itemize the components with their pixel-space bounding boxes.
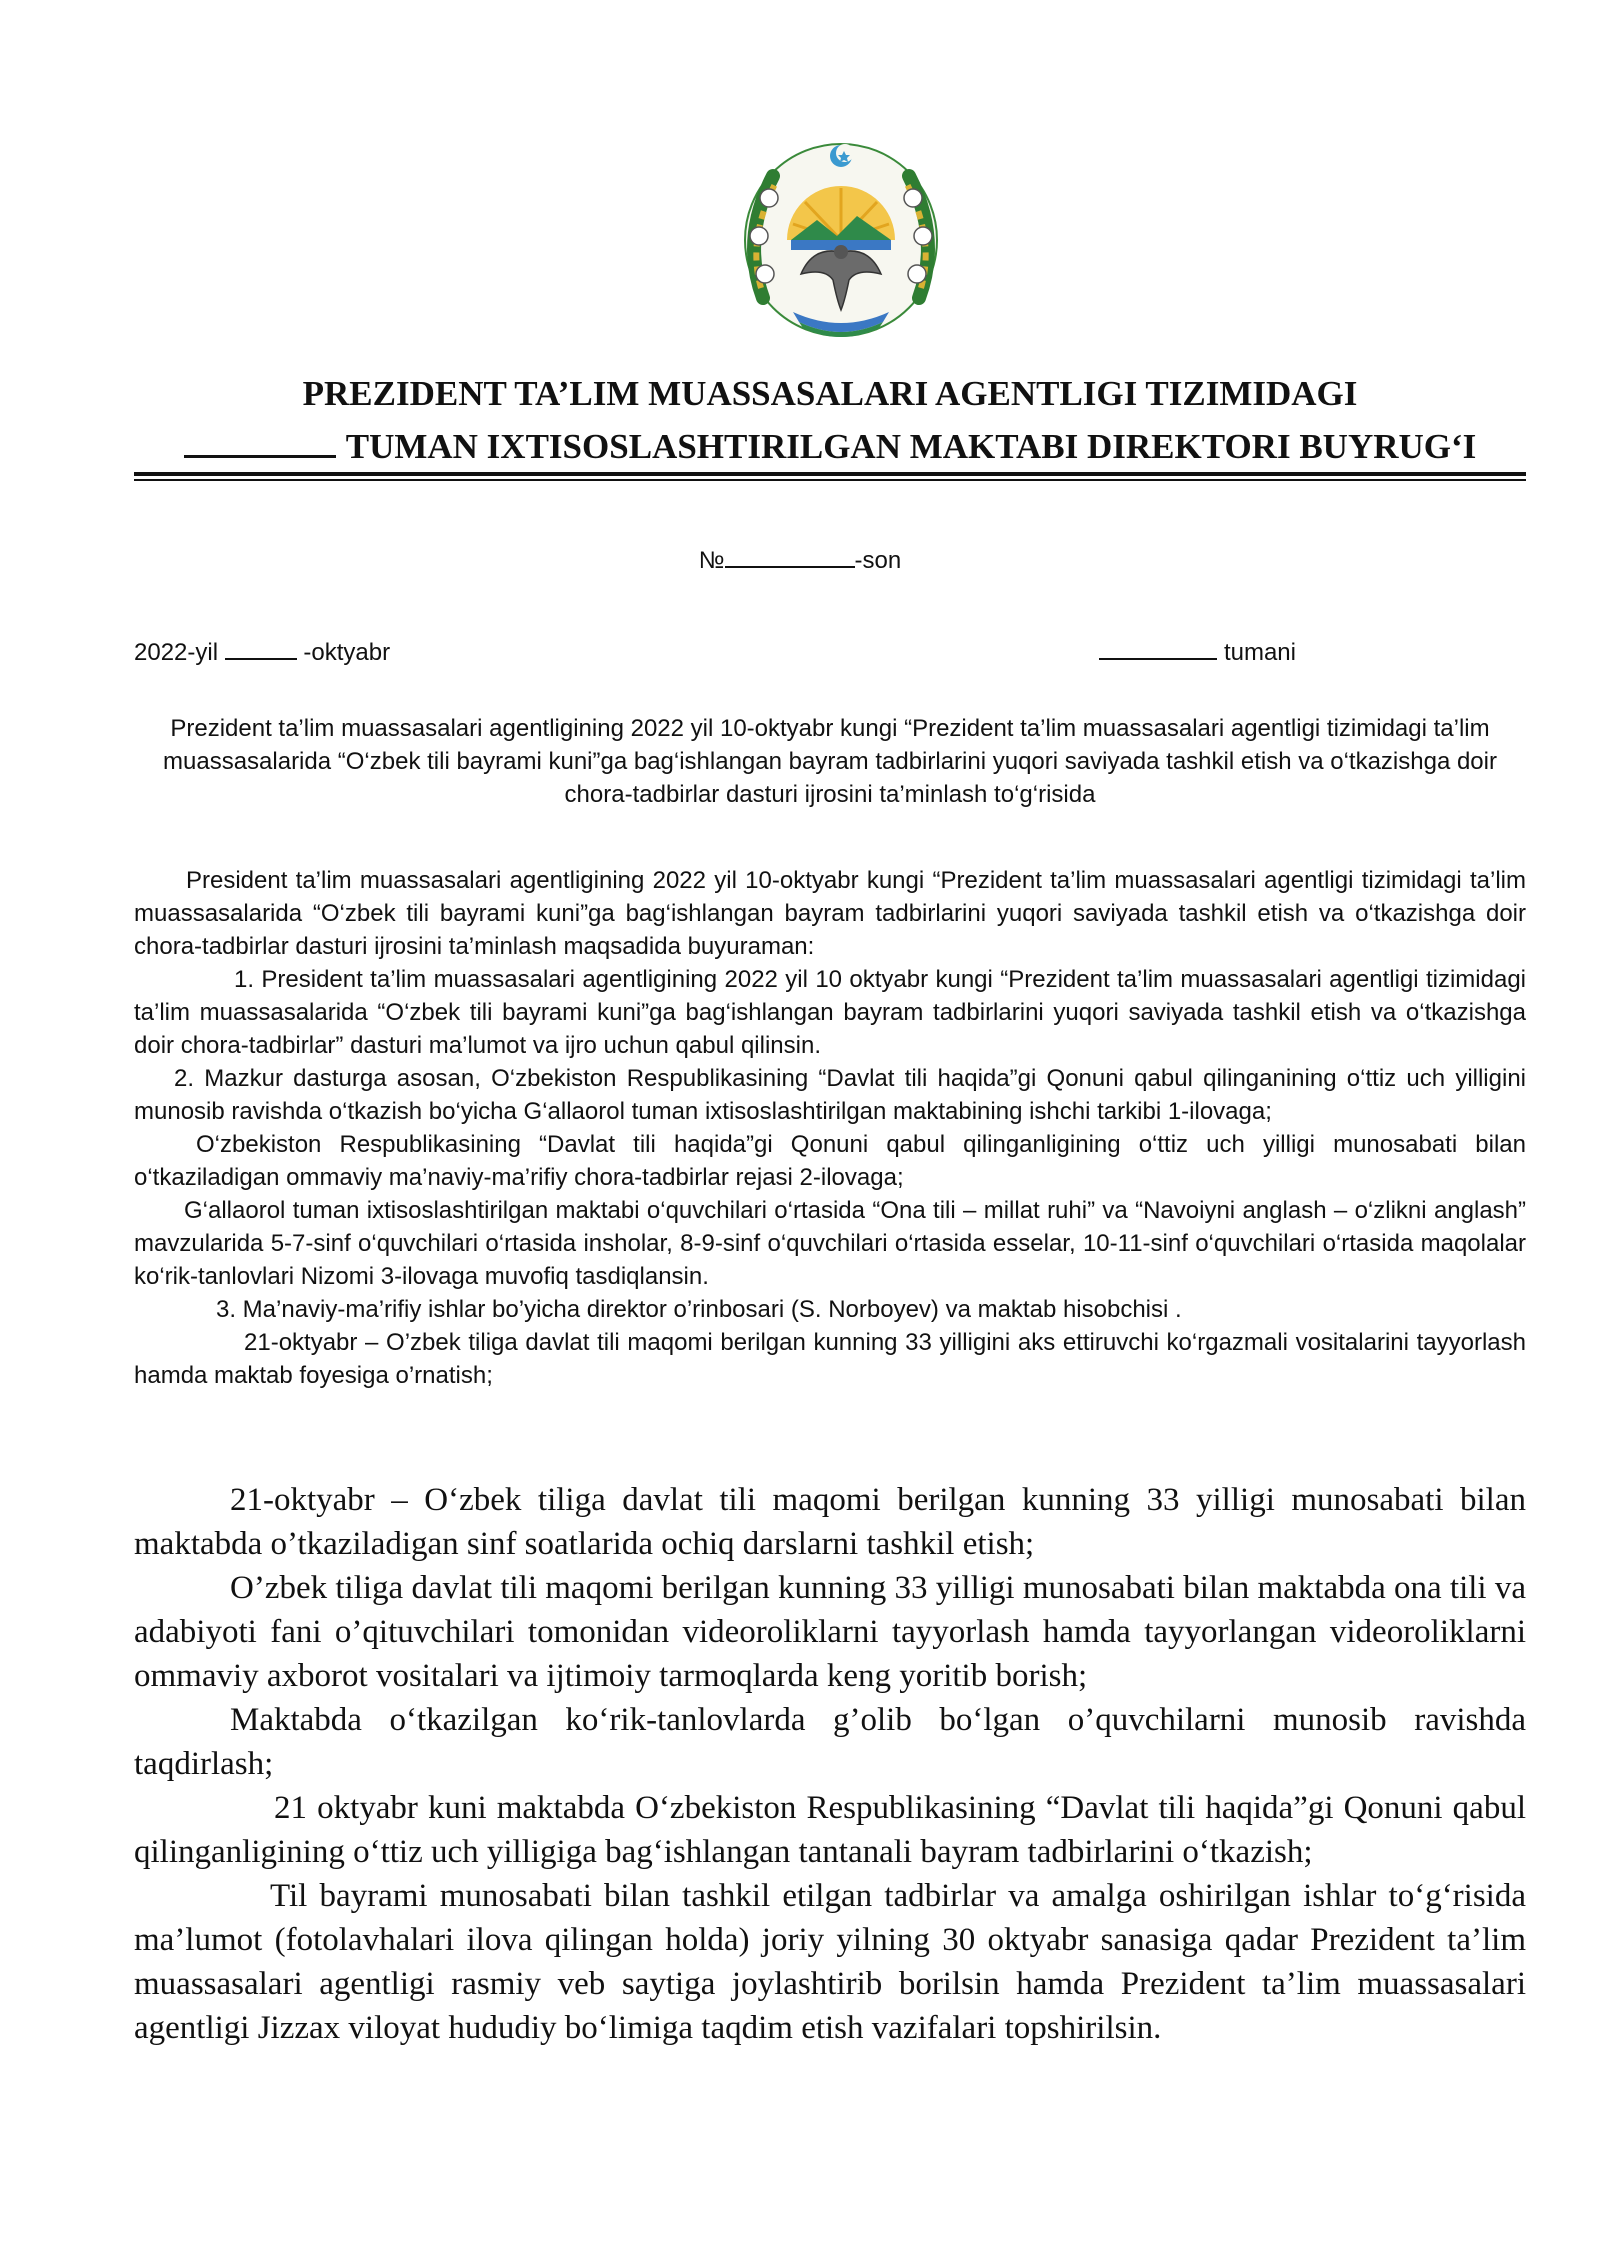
title-rule-thin bbox=[134, 479, 1526, 481]
clause-1: 1. President ta’lim muassasalari agentligining 2022 yil 10 oktyabr kungi “Prezident ta’lim muassasalari agentligi tizimidagi ta’lim muassasalarida “O‘zbek tili bayrami kuni”ga bag‘ishlangan bayram tadbirlarini yuqori saviyada tashkil etish va o‘tkazishga doir chora-tadbirlar” dasturi ma’lumot va ijro uchun qabul qilinsin. bbox=[134, 966, 1526, 1059]
order-number-blank[interactable] bbox=[725, 540, 855, 568]
uzbekistan-state-emblem-icon bbox=[733, 128, 949, 344]
document-title-line2 bbox=[134, 422, 1526, 472]
clause-3-task-5: 21 oktyabr kuni maktabda O‘zbekiston Respublikasining “Davlat tili haqida”gi Qonuni qabul qilinganligining o‘ttiz uch yilligiga bag‘ishlangan tantanali bayram tadbirlarini o‘tkazish; bbox=[134, 1790, 1526, 1870]
clause-2-appendix-3: G‘allaorol tuman ixtisoslashtirilgan maktabi o‘quvchilari o‘rtasida “Ona tili – millat ruhi” va “Navoiyni anglash – o‘zlikni anglash” mavzularida 5-7-sinf o‘quvchilari o‘rtasida insholar, 8-9-sinf o‘quvchilari o‘rtasida esselar, 10-11-sinf o‘quvchilari o‘rtasida maqolalar ko‘rik-tanlovlari Nizomi 3-ilovaga muvofiq tasdiqlansin. bbox=[134, 1197, 1526, 1290]
order-body-sans bbox=[134, 864, 1526, 1392]
clause-3-task-2: 21-oktyabr – O‘zbek tiliga davlat tili maqomi berilgan kunning 33 yilligi munosabati bilan maktabda o’tkaziladigan sinf soatlarida ochiq darslarni tashkil etish; bbox=[134, 1482, 1526, 1562]
order-number-suffix: -son bbox=[854, 547, 902, 574]
order-number bbox=[0, 540, 1600, 577]
order-date-year: 2022-yil bbox=[134, 639, 219, 666]
order-number-prefix: № bbox=[698, 547, 725, 574]
order-body-serif bbox=[134, 1478, 1526, 2050]
district-name-blank[interactable] bbox=[1099, 632, 1217, 660]
title-rule-thick bbox=[134, 472, 1526, 476]
clause-2-appendix-2: O‘zbekiston Respublikasining “Davlat tili haqida”gi Qonuni qabul qilinganligining o‘ttiz uch yilligi munosabati bilan o‘tkaziladigan ommaviy ma’naviy-ma’rifiy chora-tadbirlar rejasi 2-ilovaga; bbox=[134, 1131, 1526, 1191]
order-date bbox=[134, 632, 390, 669]
clause-3-task-1: 21-oktyabr – O’zbek tiliga davlat tili maqomi berilgan kunning 33 yilligini aks ettiruvchi ko‘rgazmali vositalarini tayyorlash hamda maktab foyesiga o’rnatish; bbox=[134, 1329, 1526, 1389]
clause-3-task-3: O’zbek tiliga davlat tili maqomi berilgan kunning 33 yilligi munosabati bilan maktabda ona tili va adabiyoti fani o’qituvchilari tomonidan videoroliklarni tayyorlash hamda tayyorlangan videoroliklarni ommaviy axborot vositalari va ijtimoiy tarmoqlarda keng yoritib borish; bbox=[134, 1570, 1526, 1694]
order-date-month: -oktyabr bbox=[303, 639, 391, 666]
order-subject-caption: Prezident ta’lim muassasalari agentligining 2022 yil 10-oktyabr kungi “Prezident ta’lim muassasalari agentligi tizimidagi ta’lim muassasalarida “O‘zbek tili bayrami kuni”ga bag‘ishlangan bayram tadbirlarini yuqori saviyada tashkil etish va o‘tkazishga doir chora-tadbirlar dasturi ijrosini ta’minlash to‘g‘risida bbox=[163, 715, 1497, 808]
document-title-line2-text: TUMAN IXTISOSLASHTIRILGAN MAKTABI DIREKTORI BUYRUG‘I bbox=[345, 427, 1477, 466]
order-district bbox=[1099, 632, 1296, 669]
district-suffix: tumani bbox=[1223, 639, 1296, 666]
clause-3-task-6: Til bayrami munosabati bilan tashkil etilgan tadbirlar va amalga oshirilgan ishlar to‘g‘risida ma’lumot (fotolavhalari ilova qilingan holda) joriy yilning 30 oktyabr sanasiga qadar Prezident ta’lim muassasalari agentligi rasmiy veb saytiga joylashtirib borilsin hamda Prezident ta’lim muassasalari agentligi Jizzax viloyat hududiy bo‘limiga taqdim etish vazifalari topshirilsin. bbox=[134, 1878, 1526, 2046]
order-day-blank[interactable] bbox=[225, 632, 297, 660]
clause-3: 3. Ma’naviy-ma’rifiy ishlar bo’yicha direktor o’rinbosari (S. Norboyev) va maktab hisobchisi . bbox=[216, 1296, 1182, 1323]
clause-2: 2. Mazkur dasturga asosan, O‘zbekiston Respublikasining “Davlat tili haqida”gi Qonuni qabul qilinganining o‘ttiz uch yilligini munosib ravishda o‘tkazish bo‘yicha G‘allaorol tuman ixtisoslashtirilgan maktabining ishchi tarkibi 1-ilovaga; bbox=[134, 1065, 1526, 1125]
school-name-blank[interactable] bbox=[184, 423, 336, 458]
preamble-paragraph: President ta’lim muassasalari agentligining 2022 yil 10-oktyabr kungi “Prezident ta’lim muassasalari agentligi tizimidagi ta’lim muassasalarida “O‘zbek tili bayrami kuni”ga bag‘ishlangan bayram tadbirlarini yuqori saviyada tashkil etish va o‘tkazishga doir chora-tadbirlar dasturi ijrosini ta’minlash maqsadida buyuraman: bbox=[134, 867, 1526, 960]
document-title-line1: PREZIDENT TA’LIM MUASSASALARI AGENTLIGI TIZIMIDAGI bbox=[302, 374, 1358, 413]
clause-3-task-4: Maktabda o‘tkazilgan ko‘rik-tanlovlarda g’olib bo‘lgan o’quvchilarni munosib ravishda taqdirlash; bbox=[134, 1702, 1526, 1782]
